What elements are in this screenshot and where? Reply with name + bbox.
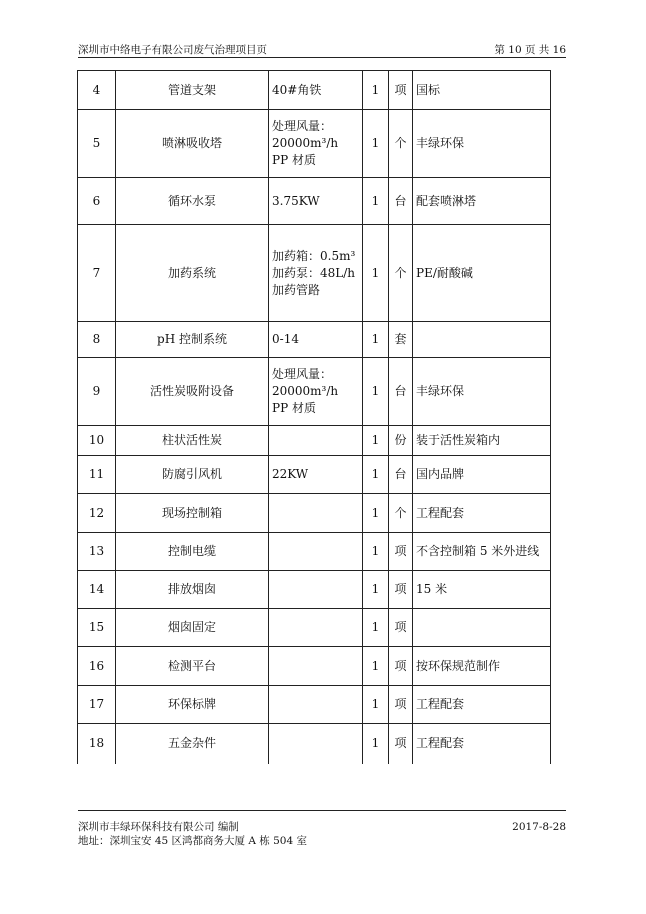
equipment-table — [77, 70, 551, 764]
item-quantity: 1 — [363, 724, 389, 764]
item-name: 喷淋吸收塔 — [116, 110, 269, 178]
item-quantity: 1 — [363, 110, 389, 178]
item-unit: 项 — [389, 724, 413, 764]
table-row — [78, 686, 551, 724]
item-note: 丰绿环保 — [413, 110, 551, 178]
item-unit: 项 — [389, 533, 413, 571]
item-note — [413, 322, 551, 358]
item-spec — [269, 647, 363, 686]
item-note: 国内品牌 — [413, 456, 551, 494]
item-spec: 处理风量： 20000m³/h PP 材质 — [269, 358, 363, 426]
item-name: 活性炭吸附设备 — [116, 358, 269, 426]
row-number: 8 — [78, 322, 116, 358]
item-name: 循环水泵 — [116, 178, 269, 225]
item-unit: 台 — [389, 456, 413, 494]
footer-date: 2017-8-28 — [512, 821, 566, 833]
item-spec — [269, 686, 363, 724]
item-quantity: 1 — [363, 178, 389, 225]
item-name: 烟囱固定 — [116, 609, 269, 647]
item-unit: 个 — [389, 225, 413, 322]
table-row — [78, 533, 551, 571]
page-footer — [78, 820, 566, 848]
footer-company: 深圳市丰绿环保科技有限公司 编制 — [78, 821, 239, 833]
table-row — [78, 571, 551, 609]
item-spec — [269, 426, 363, 456]
footer-rule — [78, 810, 566, 811]
item-unit: 项 — [389, 686, 413, 724]
item-unit: 项 — [389, 571, 413, 609]
row-number: 12 — [78, 494, 116, 533]
row-number: 5 — [78, 110, 116, 178]
table-row — [78, 110, 551, 178]
item-quantity: 1 — [363, 571, 389, 609]
table-row — [78, 456, 551, 494]
row-number: 10 — [78, 426, 116, 456]
item-note: 工程配套 — [413, 494, 551, 533]
row-number: 18 — [78, 724, 116, 764]
table-row — [78, 178, 551, 225]
table-row — [78, 322, 551, 358]
item-quantity: 1 — [363, 647, 389, 686]
item-name: 控制电缆 — [116, 533, 269, 571]
item-quantity: 1 — [363, 225, 389, 322]
item-note: 15 米 — [413, 571, 551, 609]
item-quantity: 1 — [363, 358, 389, 426]
item-spec: 3.75KW — [269, 178, 363, 225]
item-unit: 台 — [389, 358, 413, 426]
item-unit: 台 — [389, 178, 413, 225]
item-spec — [269, 494, 363, 533]
table-row — [78, 647, 551, 686]
item-quantity: 1 — [363, 609, 389, 647]
item-spec: 处理风量： 20000m³/h PP 材质 — [269, 110, 363, 178]
item-name: 防腐引风机 — [116, 456, 269, 494]
item-note: 不含控制箱 5 米外进线 — [413, 533, 551, 571]
item-note: PE/耐酸碱 — [413, 225, 551, 322]
row-number: 6 — [78, 178, 116, 225]
item-quantity: 1 — [363, 71, 389, 110]
row-number: 9 — [78, 358, 116, 426]
item-name: 加药系统 — [116, 225, 269, 322]
item-quantity: 1 — [363, 533, 389, 571]
table-row — [78, 358, 551, 426]
item-unit: 个 — [389, 110, 413, 178]
item-name: pH 控制系统 — [116, 322, 269, 358]
footer-address: 地址：深圳宝安 45 区鸿都商务大厦 A 栋 504 室 — [78, 835, 308, 847]
item-note: 国标 — [413, 71, 551, 110]
item-name: 管道支架 — [116, 71, 269, 110]
item-name: 环保标牌 — [116, 686, 269, 724]
item-note: 丰绿环保 — [413, 358, 551, 426]
item-name: 五金杂件 — [116, 724, 269, 764]
table-row — [78, 426, 551, 456]
row-number: 13 — [78, 533, 116, 571]
row-number: 16 — [78, 647, 116, 686]
table-row — [78, 225, 551, 322]
item-name: 排放烟囱 — [116, 571, 269, 609]
item-name: 柱状活性炭 — [116, 426, 269, 456]
row-number: 17 — [78, 686, 116, 724]
row-number: 4 — [78, 71, 116, 110]
table-row — [78, 609, 551, 647]
item-quantity: 1 — [363, 686, 389, 724]
table-row — [78, 494, 551, 533]
item-spec: 加药箱：0.5m³ 加药泵：48L/h 加药管路 — [269, 225, 363, 322]
header-project-title: 深圳市中络电子有限公司废气治理项目页 — [78, 44, 267, 56]
item-quantity: 1 — [363, 426, 389, 456]
item-note — [413, 609, 551, 647]
row-number: 14 — [78, 571, 116, 609]
item-spec — [269, 609, 363, 647]
row-number: 11 — [78, 456, 116, 494]
item-note: 工程配套 — [413, 686, 551, 724]
item-unit: 套 — [389, 322, 413, 358]
item-quantity: 1 — [363, 322, 389, 358]
table-row — [78, 71, 551, 110]
table-row — [78, 724, 551, 764]
row-number: 15 — [78, 609, 116, 647]
item-spec — [269, 533, 363, 571]
item-unit: 份 — [389, 426, 413, 456]
item-quantity: 1 — [363, 456, 389, 494]
item-spec: 40#角铁 — [269, 71, 363, 110]
item-spec: 0-14 — [269, 322, 363, 358]
item-note: 装于活性炭箱内 — [413, 426, 551, 456]
row-number: 7 — [78, 225, 116, 322]
item-name: 现场控制箱 — [116, 494, 269, 533]
item-unit: 项 — [389, 71, 413, 110]
item-spec — [269, 724, 363, 764]
item-unit: 个 — [389, 494, 413, 533]
item-spec — [269, 571, 363, 609]
header-rule — [78, 57, 566, 58]
item-note: 配套喷淋塔 — [413, 178, 551, 225]
item-name: 检测平台 — [116, 647, 269, 686]
item-unit: 项 — [389, 609, 413, 647]
item-note: 工程配套 — [413, 724, 551, 764]
item-note: 按环保规范制作 — [413, 647, 551, 686]
header-page-number: 第 10 页 共 16 — [494, 44, 566, 56]
page-header — [78, 44, 566, 70]
item-unit: 项 — [389, 647, 413, 686]
item-spec: 22KW — [269, 456, 363, 494]
item-quantity: 1 — [363, 494, 389, 533]
